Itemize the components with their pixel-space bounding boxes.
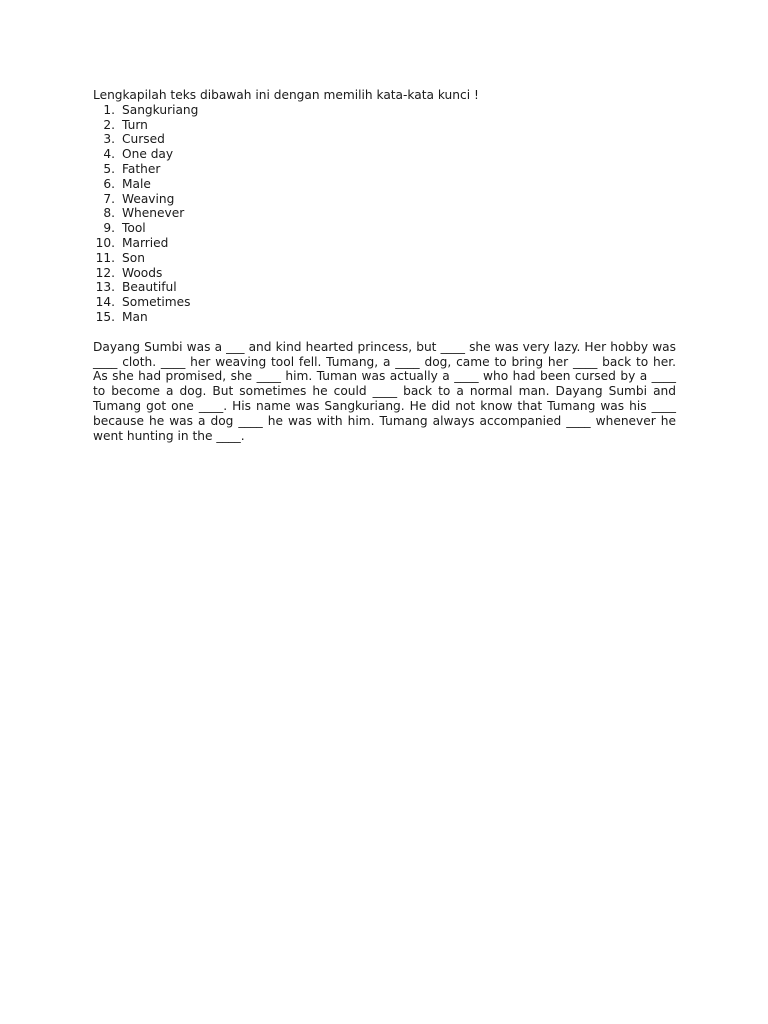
list-item-word: Man: [122, 309, 148, 324]
list-item-number: 6.: [103, 176, 115, 191]
list-item-number: 10.: [95, 235, 115, 250]
list-item-number: 7.: [103, 191, 115, 206]
list-item-number: 1.: [103, 102, 115, 117]
list-item-word: Weaving: [122, 191, 175, 206]
list-item-word: One day: [122, 147, 174, 162]
list-item: [93, 206, 676, 221]
list-item-word: Son: [122, 250, 145, 265]
list-item-word: Sometimes: [122, 295, 191, 310]
list-item: [93, 118, 676, 133]
list-item-number: 14.: [95, 295, 115, 310]
list-item-number: 9.: [103, 221, 115, 236]
list-item-number: 2.: [103, 117, 115, 132]
list-item-word: Tool: [122, 221, 146, 236]
list-item: [93, 132, 676, 147]
list-item-number: 15.: [95, 309, 115, 324]
list-item-number: 13.: [95, 280, 115, 295]
list-item: [93, 192, 676, 207]
list-item: [93, 103, 676, 118]
list-item: [93, 221, 676, 236]
worksheet-content: [93, 88, 676, 443]
list-item: [93, 162, 676, 177]
list-item-word: Married: [122, 235, 169, 250]
list-item-word: Cursed: [122, 132, 165, 147]
list-item: [93, 266, 676, 281]
list-item-number: 5.: [103, 161, 115, 176]
list-item-word: Turn: [122, 117, 148, 132]
list-item-word: Father: [122, 161, 161, 176]
list-item-number: 8.: [103, 206, 115, 221]
list-item-word: Male: [122, 176, 151, 191]
list-item-number: 3.: [103, 132, 115, 147]
list-item-word: Woods: [122, 265, 163, 280]
list-item-word: Beautiful: [122, 280, 177, 295]
keyword-list: [93, 103, 676, 325]
list-item: [93, 280, 676, 295]
list-item-word: Whenever: [122, 206, 185, 221]
list-item-number: 11.: [95, 250, 115, 265]
list-item: [93, 251, 676, 266]
list-item-number: 12.: [95, 265, 115, 280]
list-item: [93, 236, 676, 251]
story-paragraph: Dayang Sumbi was a ___ and kind hearted princess, but ____ she was very lazy. Her hobby was ____ cloth. ____ her weaving tool fell. Tumang, a ____ dog, came to bring her ____ back to her. As she had promised, she ____ him. Tuman was actually a ____ who had been cursed by a ____ to become a dog. But sometimes he could ____ back to a normal man. Dayang Sumbi and Tumang got one ____. His name was Sangkuriang. He did not know that Tumang was his ____ because he was a dog ____ he was with him. Tumang always accompanied ____ whenever he went hunting in the ____.: [93, 339, 676, 443]
list-item-number: 4.: [103, 147, 115, 162]
instruction-text: Lengkapilah teks dibawah ini dengan memilih kata-kata kunci !: [93, 88, 479, 102]
list-item-word: Sangkuriang: [122, 102, 199, 117]
list-item: [93, 147, 676, 162]
list-item: [93, 177, 676, 192]
list-item: [93, 295, 676, 310]
list-item: [93, 310, 676, 325]
